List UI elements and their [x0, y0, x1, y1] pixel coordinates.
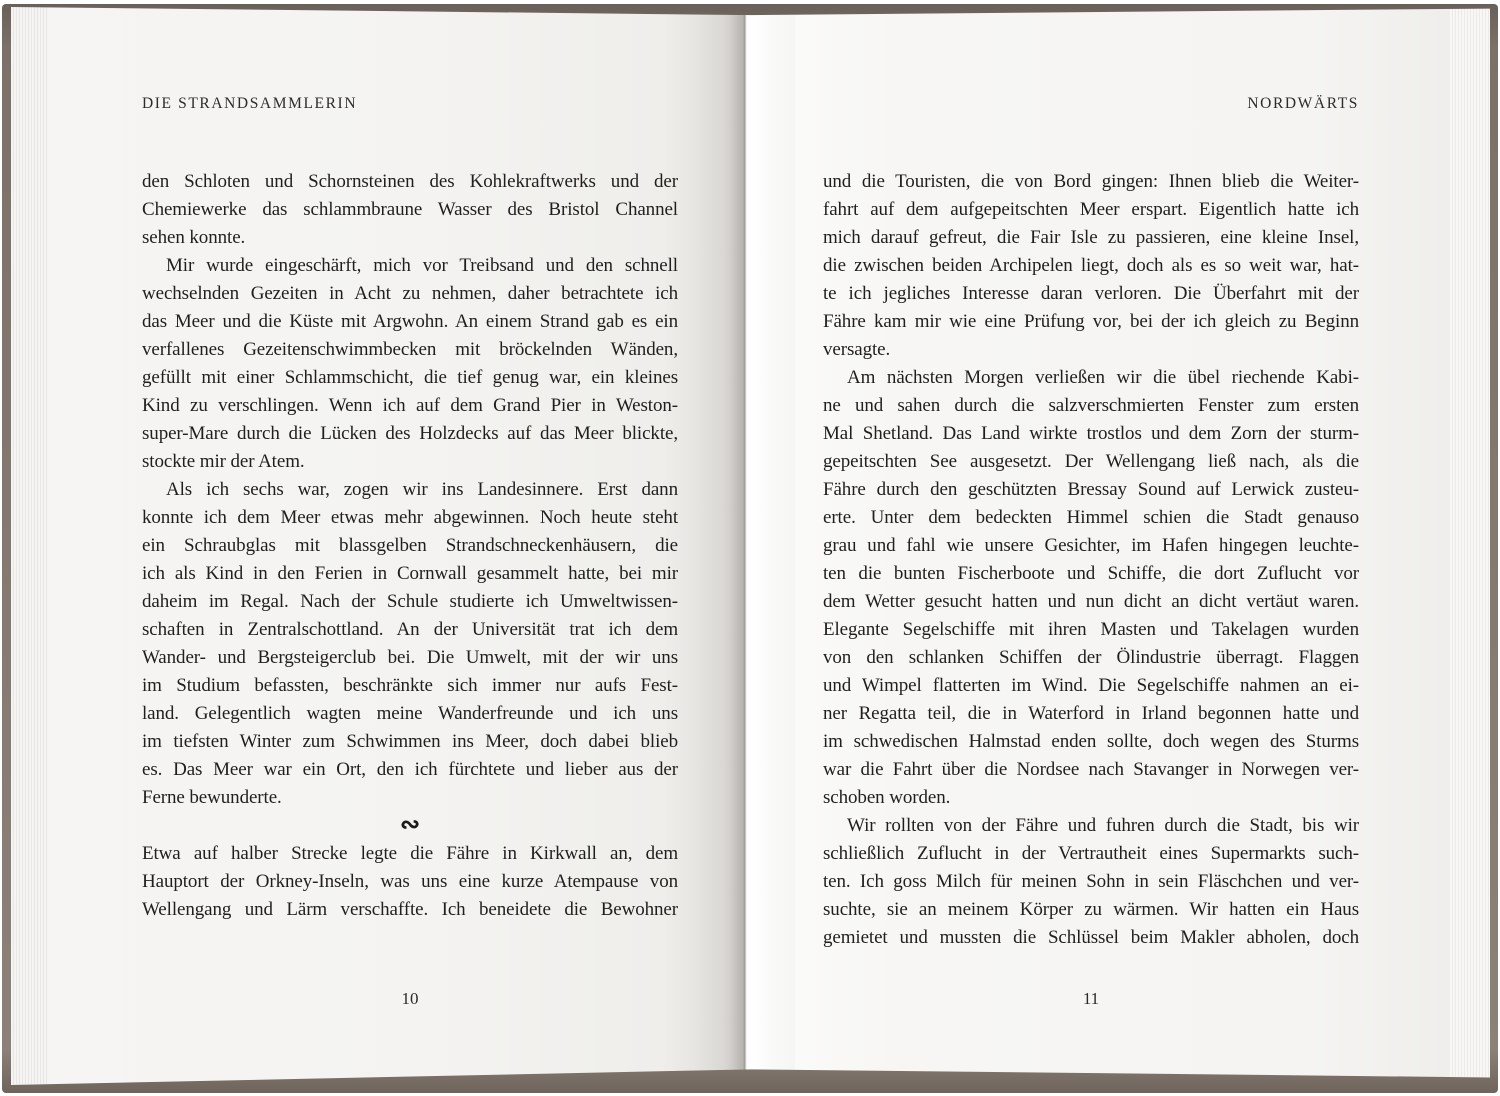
text-line: gepeitschten See ausgesetzt. Der Wellengang ließ nach, als die	[823, 451, 1359, 472]
text-line: und die Touristen, die von Bord gingen: Ihnen blieb die Weiter-	[823, 171, 1359, 192]
text-line: wechselnden Gezeiten in Acht zu nehmen, daher betrachtete ich	[142, 283, 678, 304]
text-line: Als ich sechs war, zogen wir ins Landesinnere. Erst dann	[166, 479, 678, 500]
text-line: den Schloten und Schornsteinen des Kohlekraftwerks und der	[142, 171, 678, 192]
text-line: das Meer und die Küste mit Argwohn. An einem Strand gab es ein	[142, 311, 678, 332]
text-line: gefüllt mit einer Schlammschicht, die tief genug war, ein kleines	[142, 367, 678, 388]
left-page-number: 10	[401, 989, 419, 1008]
text-line: verfallenes Gezeitenschwimmbecken mit bröckelnden Wänden,	[142, 339, 678, 360]
text-line: Mir wurde eingeschärft, mich vor Treibsand und den schnell	[166, 255, 678, 276]
text-line: Wir rollten von der Fähre und fuhren durch die Stadt, bis wir	[847, 815, 1359, 836]
paragraph	[142, 168, 678, 252]
right-running-header: NORDWÄRTS	[1247, 95, 1359, 112]
text-line: im tiefsten Winter zum Schwimmen ins Meer, doch dabei blieb	[142, 731, 678, 752]
paragraph	[823, 168, 1359, 364]
text-line: schoben worden.	[823, 787, 951, 808]
text-line: ich als Kind in den Ferien in Cornwall gesammelt hatte, bei mir	[142, 563, 678, 584]
paragraph	[142, 252, 678, 476]
text-line: Hauptort der Orkney-Inseln, was uns eine kurze Atempause von	[142, 871, 678, 892]
text-line: schließlich Zuflucht in der Vertrautheit eines Supermarkts such-	[823, 843, 1359, 864]
text-line: die zwischen beiden Archipelen liegt, doch als es so weit war, hat-	[823, 255, 1359, 276]
text-line: konnte ich dem Meer etwas mehr abgewinnen. Noch heute steht	[142, 507, 678, 528]
text-line: dem Wetter gesucht hatten und nun dicht an dicht vertäut waren.	[823, 591, 1359, 612]
left-page-column	[142, 0, 678, 1096]
text-line: stockte mir der Atem.	[142, 451, 305, 472]
text-line: suchte, sie an meinem Körper zu wärmen. Wir hatten ein Haus	[823, 899, 1359, 920]
right-page-number: 11	[1082, 989, 1100, 1008]
text-line: Am nächsten Morgen verließen wir die übel riechende Kabi-	[847, 367, 1359, 388]
text-line: Ferne bewunderte.	[142, 787, 282, 808]
left-running-header: DIE STRANDSAMMLERIN	[142, 95, 358, 112]
section-break-ornament: ∾	[399, 812, 421, 838]
text-line: im Studium befassten, beschränkte sich immer nur aufs Fest-	[142, 675, 678, 696]
text-line: mich darauf gefreut, die Fair Isle zu passieren, eine kleine Insel,	[823, 227, 1359, 248]
text-line: ein Schraubglas mit blassgelben Strandschneckenhäusern, die	[142, 535, 678, 556]
text-line: grau und fahl wie unsere Gesichter, im Hafen hingegen leuchte-	[823, 535, 1359, 556]
text-line: land. Gelegentlich wagten meine Wanderfreunde und ich uns	[142, 703, 678, 724]
text-line: sehen konnte.	[142, 227, 246, 248]
text-line: ner Regatta teil, die in Waterford in Irland begonnen hatte und	[823, 703, 1359, 724]
text-line: Wander- und Bergsteigerclub bei. Die Umwelt, mit der wir uns	[142, 647, 678, 668]
paragraph	[823, 364, 1359, 812]
text-line: super-Mare durch die Lücken des Holzdecks auf das Meer blickte,	[142, 423, 678, 444]
text-line: Mal Shetland. Das Land wirkte trostlos und dem Zorn der sturm-	[823, 423, 1359, 444]
right-page-column	[823, 0, 1359, 1096]
right-page-body	[823, 168, 1359, 952]
text-line: versagte.	[823, 339, 891, 360]
text-line: daheim im Regal. Nach der Schule studierte ich Umweltwissen-	[142, 591, 678, 612]
text-line: Elegante Segelschiffe mit ihren Masten und Takelagen wurden	[823, 619, 1359, 640]
text-line: Fähre durch den geschützten Bressay Sound auf Lerwick zusteu-	[823, 479, 1359, 500]
text-line: und Wimpel flatterten im Wind. Die Segelschiffe nahmen an ei-	[823, 675, 1359, 696]
text-line: Fähre kam mir wie eine Prüfung vor, bei der ich gleich zu Beginn	[823, 311, 1359, 332]
text-line: ten. Ich goss Milch für meinen Sohn in sein Fläschchen und ver-	[823, 871, 1359, 892]
text-line: gemietet und mussten die Schlüssel beim Makler abholen, doch	[823, 927, 1359, 948]
text-line: es. Das Meer war ein Ort, den ich fürchtete und lieber aus der	[142, 759, 678, 780]
text-line: Chemiewerke das schlammbraune Wasser des Bristol Channel	[142, 199, 678, 220]
paragraph	[823, 812, 1359, 952]
paragraph	[142, 840, 678, 924]
text-line: erte. Unter dem bedeckten Himmel schien die Stadt genauso	[823, 507, 1359, 528]
text-line: te ich jegliches Interesse daran verloren. Die Überfahrt mit der	[823, 283, 1359, 304]
left-page-body	[142, 168, 678, 924]
text-line: war die Fahrt über die Nordsee nach Stavanger in Norwegen ver-	[823, 759, 1359, 780]
text-line: ten die bunten Fischerboote und Schiffe, die dort Zuflucht vor	[823, 563, 1359, 584]
text-line: im schwedischen Halmstad enden sollte, doch wegen des Sturms	[823, 731, 1359, 752]
text-line: Kind zu verschlingen. Wenn ich auf dem Grand Pier in Weston-	[142, 395, 678, 416]
text-line: schaften in Zentralschottland. An der Universität trat ich dem	[142, 619, 678, 640]
text-line: ne und sahen durch die salzverschmierten Fenster zum ersten	[823, 395, 1359, 416]
paragraph	[142, 476, 678, 812]
text-line: Etwa auf halber Strecke legte die Fähre in Kirkwall an, dem	[142, 843, 678, 864]
text-line: von den schlanken Schiffen der Ölindustrie überragt. Flaggen	[823, 647, 1359, 668]
text-line: Wellengang und Lärm verschaffte. Ich beneidete die Bewohner	[142, 899, 678, 920]
text-line: fahrt auf dem aufgepeitschten Meer erspart. Eigentlich hatte ich	[823, 199, 1359, 220]
